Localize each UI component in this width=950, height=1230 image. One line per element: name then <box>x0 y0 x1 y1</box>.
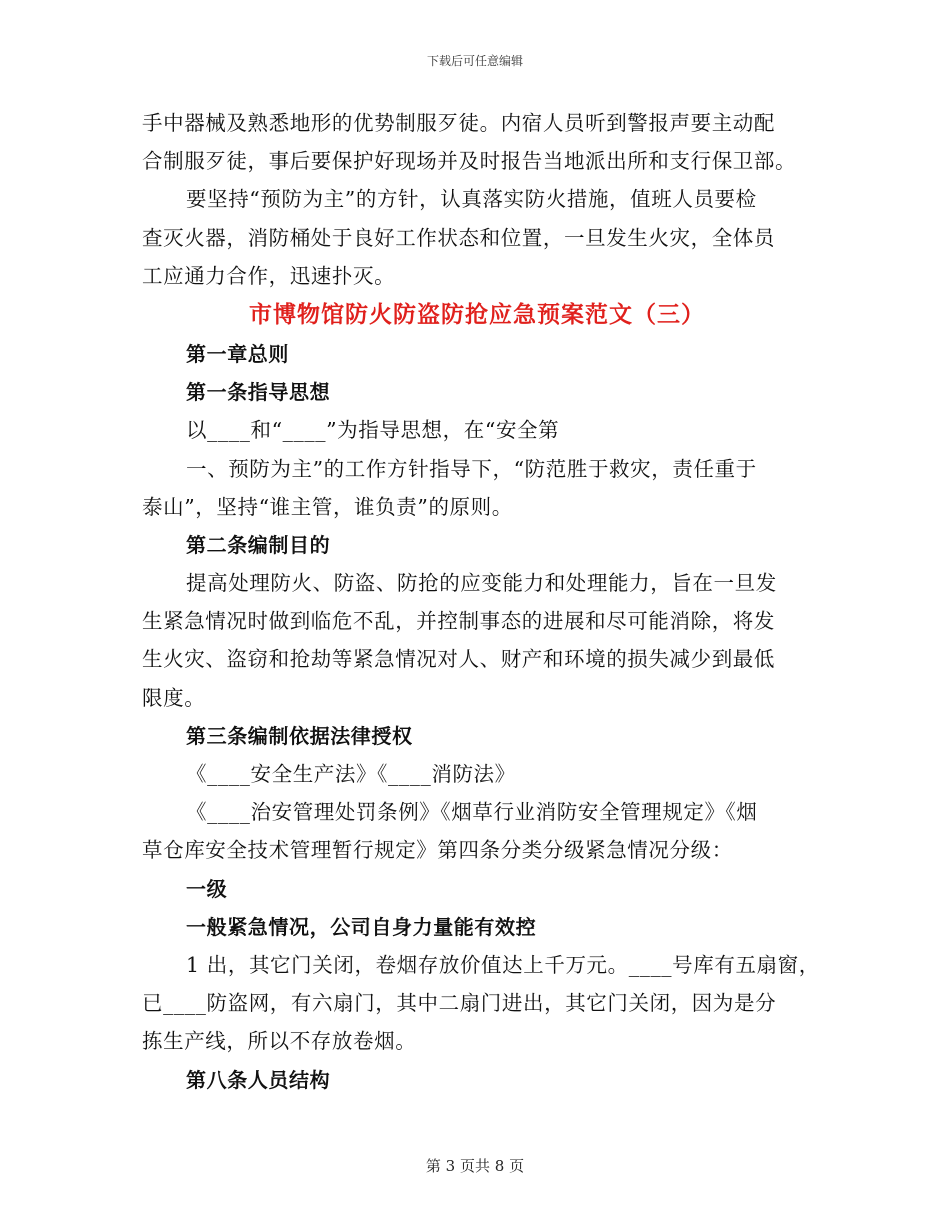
paragraph-line: 《____安全生产法》《____消防法》 <box>186 762 516 786</box>
article-heading: 第三条编制依据法律授权 <box>186 723 413 748</box>
level-heading: 一般紧急情况，公司自身力量能有效控 <box>186 914 537 939</box>
paragraph-line: 1 出，其它门关闭，卷烟存放价值达上千万元。____号库有五扇窗， <box>186 952 820 977</box>
paragraph-line: 草仓库安全技术管理暂行规定》第四条分类分级紧急情况分级： <box>142 838 733 863</box>
paragraph-line: 生紧急情况时做到临危不乱，并控制事态的进展和尽可能消除，将发 <box>142 609 775 634</box>
paragraph-line: 泰山”，坚持“谁主管，谁负责”的原则。 <box>142 494 513 519</box>
article-heading: 第二条编制目的 <box>186 532 331 557</box>
page-footer: 第 3 页共 8 页 <box>425 1157 525 1175</box>
page-header: 下载后可任意编辑 <box>426 54 523 68</box>
paragraph-line: 已____防盗网，有六扇门，其中二扇门进出，其它门关闭，因为是分 <box>142 991 777 1016</box>
article-heading: 第八条人员结构 <box>186 1067 331 1092</box>
paragraph-line: 查灭火器，消防桶处于良好工作状态和位置，一旦发生火灾，全体员 <box>142 225 775 250</box>
paragraph-line: 《____治安管理处罚条例》《烟草行业消防安全管理规定》《烟 <box>186 800 758 825</box>
article-heading: 第一条指导思想 <box>186 380 331 405</box>
paragraph-line: 拣生产线，所以不存放卷烟。 <box>142 1029 417 1054</box>
paragraph-line: 以____和“____”为指导思想，在“安全第 <box>186 418 560 443</box>
paragraph-line: 提高处理防火、防盗、防抢的应变能力和处理能力，旨在一旦发 <box>186 571 777 596</box>
paragraph-line: 要坚持“预防为主”的方针，认真落实防火措施，值班人员要检 <box>186 187 757 212</box>
paragraph-line: 一、预防为主”的工作方针指导下，“防范胜于救灾，责任重于 <box>186 456 757 481</box>
level-heading: 一级 <box>186 876 228 901</box>
paragraph-line: 合制服歹徒，事后要保护好现场并及时报告当地派出所和支行保卫部。 <box>142 149 797 174</box>
paragraph-line: 限度。 <box>142 685 206 710</box>
chapter-heading: 第一章总则 <box>186 341 289 366</box>
document-body <box>142 104 820 1099</box>
paragraph-line: 工应通力合作，迅速扑灭。 <box>142 263 396 288</box>
paragraph-line: 生火灾、盗窃和抢劫等紧急情况对人、财产和环境的损失减少到最低 <box>142 647 775 672</box>
section-title: 市博物馆防火防盗防抢应急预案范文（三） <box>249 301 705 328</box>
paragraph-line: 手中器械及熟悉地形的优势制服歹徒。内宿人员听到警报声要主动配 <box>142 111 775 135</box>
